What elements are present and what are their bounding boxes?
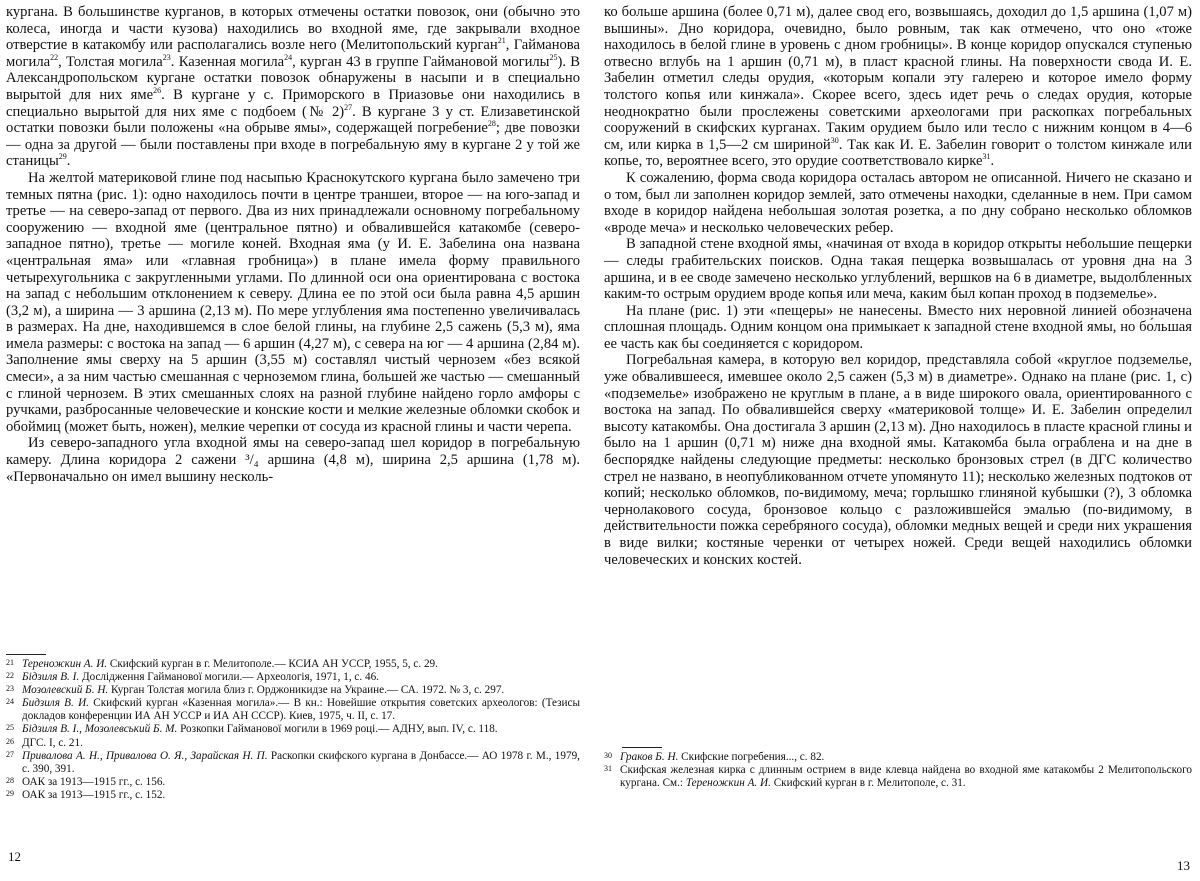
footnote-text [22, 776, 580, 789]
footnote-body: Скифские погребения..., с. 82. [678, 751, 825, 763]
footnote-number: 31 [604, 764, 612, 774]
text-run: К сожалению, форма свода коридора осталась автором не описанной. Ничего не сказано и о том, был ли заполнен коридор землей, зато отмечены находки, сделанные в нем. При самом входе в коридор найдена небольшая золотая розетка, а по дну собрано несколько обломков «вроде меча» и несколько человеческих ребер. [604, 169, 1192, 236]
text-run: . Казенная могила [170, 53, 285, 70]
left-page-body-text [6, 4, 580, 485]
footnote [6, 697, 580, 723]
text-run: кургана. В большинстве курганов, в которых отмечены остатки повозок, они (обычно это колеса, иногда и части кузова) находились во входной яме, где закрывали входное отверстие в катакомбу или располагались возле него (Мелитопольский курган [6, 4, 580, 54]
footnote-number: 26 [6, 736, 14, 746]
text-run: На плане (рис. 1) эти «пещеры» не нанесены. Вместо них неровной линией обозначена сплошная площадь. Одним концом она примыкает к западной стене входной ямы, но бо́льшая ее часть как бы соединяется с коридором. [604, 302, 1192, 352]
footnote-body: ДГС. I, с. 21. [22, 736, 83, 749]
footnote-ref: 26 [153, 86, 162, 96]
text-run: ко больше аршина (более 0,71 м), далее свод его, возвышаясь, доходил до 1,5 аршина (1,07 м) вышины». Дно коридора, очевидно, было ровным, так как отмечено, что оно «тоже находилось в белой глине в уровень с дном гробницы». В конце коридор опускался ступенью отвесно вглубь на 1 аршин (0,71 м), в пласт красной глины. На поверхности свода И. Е. Забелин отметил следы орудия, «которым копали эту галерею и которое имело форму толстого копья или кинжала». Скорее всего, здесь идет речь о следах орудия, которые неоднократно были прослежены советскими археологами при раскопках погребальных сооружений в скифских курганах. Таким орудием было или тесло с нижним концом в 4—6 см, или кирка в 1,5—2 см шириной [604, 4, 1192, 153]
footnote-divider [6, 654, 46, 655]
footnote [6, 737, 580, 750]
footnote-number: 27 [6, 749, 14, 759]
footnote-text [22, 723, 580, 736]
paragraph [6, 170, 580, 436]
footnote-body: Раскопки скифского кургана в Донбассе.— АО 1978 г. М., 1979, с. 390, 391. [22, 749, 580, 775]
text-run: . Так как И. Е. Забелин говорит о толстом кинжале или копье, то, вероятнее всего, это орудие соответствовало кирке [604, 136, 1192, 170]
footnote [6, 776, 580, 789]
footnote-body: Дослідження Гайманової могили.— Археологія, 1971, 1, с. 46. [79, 671, 379, 684]
footnote-author: Тереножкин А. И. [22, 658, 108, 670]
footnote [6, 723, 580, 736]
footnote-divider [622, 747, 662, 748]
paragraph [6, 4, 580, 170]
footnote-author: Бидзиля В. И. [22, 697, 89, 710]
footnote-author: Граков Б. Н. [620, 751, 679, 763]
text-run: . В кургане у с. Приморского в Приазовье они находились в специально вырытой для них яме с подбоем (№ 2) [6, 86, 580, 120]
footnote-body: Скифский курган «Казенная могила».— В кн.: Новейшие открытия советских археологов: (Тезисы докладов конференции ИА АН УССР и ИА АН СССР). Киев, 1975, ч. II, с. 17. [22, 697, 580, 723]
footnote-body: Скифский курган в г. Мелитополе.— КСИА АН УССР, 1955, 5, с. 29. [107, 658, 438, 670]
footnote-author: Тереножкин А. И. [685, 777, 771, 790]
footnote-number: 29 [6, 788, 14, 798]
footnote-number: 28 [6, 775, 14, 785]
text-run: ; две повозки — одна за другой — были поставлены при входе в погребальную яму в кургане 2 у той же станицы [6, 120, 580, 170]
footnote-body: ОАК за 1913—1915 гг., с. 156. [22, 775, 166, 788]
footnote-body: ОАК за 1913—1915 гг., с. 152. [22, 788, 166, 801]
footnote-number: 24 [6, 697, 14, 707]
footnote-ref: 28 [487, 119, 496, 129]
footnote-ref: 30 [830, 135, 839, 145]
footnote-number: 22 [6, 671, 14, 681]
footnote-number: 23 [6, 684, 14, 694]
footnote [6, 684, 580, 697]
footnote-ref: 29 [58, 152, 67, 162]
text-run: В западной стене входной ямы, «начиная от входа в коридор открыты небольшие пещерки — следы грабительских поисков. Одна такая пещерка возвышалась от уровня дна на 3 аршина, и в ее своде замечено несколько углублений, вершков на 6 в диаметре, выдолбленных каким-то острым орудием вроде копья или меча, каким был копан проход в подземелье». [604, 236, 1192, 303]
paragraph [604, 352, 1192, 568]
footnote-number: 30 [604, 751, 612, 760]
footnote [604, 751, 1192, 764]
text-run: . В кургане 3 у ст. Елизаветинской остатки повозки были положены «на обрыве ямы», содержащей погребение [6, 103, 580, 137]
text-run: , Гайманова могила [6, 37, 580, 70]
text-run: , курган 43 в группе Гаймановой могилы [292, 53, 550, 70]
footnote [6, 789, 580, 802]
footnote-text [22, 789, 580, 802]
footnote-text [22, 684, 580, 697]
footnote-author: Бідзиля В. І. [22, 671, 80, 684]
footnote-number: 25 [6, 723, 14, 733]
footnote-ref: 23 [162, 52, 171, 62]
paragraph [604, 236, 1192, 302]
footnote-text [22, 697, 580, 723]
paragraph [6, 435, 580, 485]
footnote-text [22, 658, 580, 671]
footnote-body: Розкопки Гайманової могили в 1969 році.— АДНУ, вып. IV, с. 118. [177, 723, 498, 736]
footnote-author: Привалова А. Н., Привалова О. Я., Зарайская Н. П. [22, 749, 268, 762]
text-run: Из северо-западного угла входной ямы на северо-запад шел коридор в погребальную камеру. Длина коридора 2 сажени ³/₄ аршина (4,8 м), ширина 2,5 аршина (1,78 м). «Первоначально он имел вышину несколь- [6, 435, 580, 485]
footnote-body: Скифский курган в г. Мелитополе, с. 31. [770, 777, 966, 790]
footnote-text [22, 750, 580, 776]
text-run: Погребальная камера, в которую вел коридор, представляла собой «круглое подземелье, уже обвалившееся, имевшее около 2,5 сажен (5,3 м) в диаметре». Однако на плане (рис. 1, с) «подземелье» изображено не круглым в плане, а в виде широкого овала, ориентированного с востока на запад. По обвалившейся сверху «материковой толще» И. Е. Забелин определил высоту катакомбы. Она достигала 3 аршин (2,13 м). Дно находилось в пласте красной глины и было на 1 аршин (0,71 м) ниже дна входной ямы. Катакомба была ограблена и на дне в беспорядке найдены следующие предметы: несколько бронзовых стрел (в ДГС количество стрел не названо, в неопубликованном отчете упомянуто 11); несколько железных подтоков от копий; несколько обломков, по-видимому, меча; горлышко глиняной кубышки (?), 3 обломка чернолакового сосуда, бронзовое кольцо с разложившейся эмалью (по-видимому, в действительности пожка серебряного сосуда), обломки медных вещей и среди них украшения в виде вилки; костяные черенки от четырех ножей. Среди вещей находились обломки человеческих и конских костей. [604, 352, 1192, 568]
page-number-left: 12 [8, 849, 21, 864]
footnote-ref: 22 [50, 52, 59, 62]
left-page [6, 4, 580, 876]
footnote-number: 21 [6, 658, 14, 667]
footnote-author: Бідзиля В. І., Мозолевський Б. М. [22, 723, 178, 736]
footnote-ref: 25 [549, 52, 558, 62]
footnote [604, 764, 1192, 790]
right-footnotes [604, 751, 1192, 790]
footnote [6, 750, 580, 776]
footnote-ref: 24 [284, 52, 293, 62]
text-run: На желтой материковой глине под насыпью Краснокутского кургана было замечено три темных пятна (рис. 1): одно находилось почти в центре траншеи, второе — на юго-запад и третье — на северо-запад от первого. Два из них принадлежали основному погребальному сооружению — входной яме (центральное пятно) и обвалившейся катакомбе (северо-западное пятно), третье — могиле коней. Входная яма (у И. Е. Забелина она названа «центральная яма» или «главная гробница») в плане имела форму правильного четырехугольника с закругленными углами. По длинной оси она ориентирована с востока на запад с небольшим отклонением к северу. Длина ее по этой оси была равна 4,5 аршин (3,2 м), а ширина — 3 аршина (2,13 м). По мере углубления яма постепенно увеличивалась в размерах. На дне, находившемся в слое белой глины, на глубине 2,5 сажень (5,3 м), яма имела размеры: с востока на запад — 6 аршин (4,27 м), с севера на юг — 4 аршина (2,84 м). Заполнение ямы сверху на 5 аршин (3,55 м) составлял чистый чернозем «без всякой смеси», а за ним частью смешанная с черноземом глина, большей же частью — смешанный с глиной чернозем. В этих смешанных слоях на разной глубине найдено горло амфоры с ручками, разбросанные человеческие и конские кости и мелкие железные обломки скобок и обоймиц (может быть, ножен), мелкие черепки от сосуда из красной глины и части черепа. [6, 169, 580, 435]
text-run: . [990, 153, 995, 170]
footnote-author: Мозолевский Б. Н. [22, 684, 109, 697]
paragraph [604, 4, 1192, 170]
text-run: ). В Александропольском кургане остатки повозок обнаружены в насыпи и в специально вырытой для них яме [6, 53, 580, 103]
footnote-body: Курган Толстая могила близ г. Орджоникидзе на Украине.— СА. 1972. № 3, с. 297. [108, 684, 505, 697]
paragraph [604, 303, 1192, 353]
right-page-body-text [604, 4, 1192, 568]
footnote-body: Скифская железная кирка с длинным острием в виде клевца найдена во входной яме катакомбы 2 Мелитопольского кургана. См.: [620, 764, 1192, 790]
text-run: . [66, 153, 71, 170]
paragraph [604, 170, 1192, 236]
footnote-text [620, 764, 1192, 790]
footnote-text [22, 737, 580, 750]
left-footnotes [6, 658, 580, 802]
footnote [6, 671, 580, 684]
page-number-right: 13 [1177, 858, 1190, 873]
footnote [6, 658, 580, 671]
footnote-ref: 27 [344, 102, 353, 112]
footnote-text [22, 671, 580, 684]
footnote-ref: 21 [497, 36, 506, 46]
right-page [604, 4, 1192, 876]
footnote-ref: 31 [982, 152, 991, 162]
footnote-text [620, 751, 1192, 764]
text-run: , Толстая могила [58, 53, 163, 70]
